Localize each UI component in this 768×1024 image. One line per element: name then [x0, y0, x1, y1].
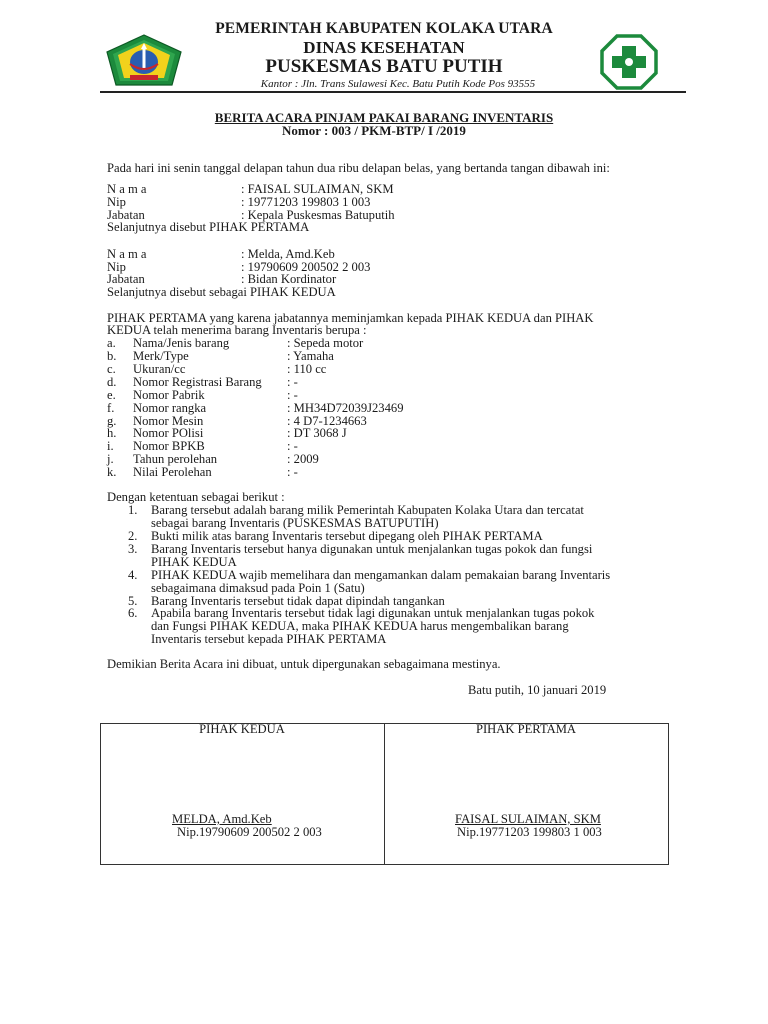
party1-value-nama: : FAISAL SULAIMAN, SKM — [241, 182, 394, 196]
item-label: Nama/Jenis barang — [133, 336, 230, 350]
condition-number: 2. — [128, 529, 138, 543]
puskesmas-logo-icon — [600, 34, 658, 90]
condition-text: Barang Inventaris tersebut hanya digunakan untuk menjalankan tugas pokok dan fungsi — [151, 542, 593, 556]
conditions-heading: Dengan ketentuan sebagai berikut : — [107, 490, 285, 504]
closing-statement: Demikian Berita Acara ini dibuat, untuk dipergunakan sebagaimana mestinya. — [107, 657, 501, 671]
party2-label-nip: Nip — [107, 260, 126, 274]
item-letter: h. — [107, 426, 117, 440]
party2-value-nip: : 19790609 200502 2 003 — [241, 260, 371, 274]
item-letter: b. — [107, 349, 117, 363]
intro-line-2: KEDUA telah menerima barang Inventaris berupa : — [107, 323, 367, 337]
condition-text: Apabila barang Inventaris tersebut tidak lagi digunakan untuk menjalankan tugas pokok — [151, 606, 595, 620]
party2-value-jabatan: : Bidan Kordinator — [241, 272, 337, 286]
item-label: Nomor Registrasi Barang — [133, 375, 262, 389]
signature-right-role: PIHAK PERTAMA — [475, 722, 577, 736]
item-letter: i. — [107, 439, 114, 453]
header-line-2: DINAS KESEHATAN — [303, 38, 465, 57]
item-value: : 4 D7-1234663 — [287, 414, 367, 428]
party2-label-jabatan: Jabatan — [107, 272, 145, 286]
party1-value-nip: : 19771203 199803 1 003 — [241, 195, 371, 209]
item-value: : Yamaha — [287, 349, 334, 363]
signature-left-role: PIHAK KEDUA — [199, 722, 285, 736]
condition-number: 5. — [128, 594, 138, 608]
item-value: : 110 cc — [287, 362, 327, 376]
party2-label-nama: N a m a — [107, 247, 147, 261]
item-label: Nomor BPKB — [133, 439, 205, 453]
condition-number: 4. — [128, 568, 138, 582]
party1-value-jabatan: : Kepala Puskesmas Batuputih — [241, 208, 395, 222]
condition-number: 1. — [128, 503, 138, 517]
party2-note: Selanjutnya disebut sebagai PIHAK KEDUA — [107, 285, 336, 299]
header-address: Kantor : Jln. Trans Sulawesi Kec. Batu Putih Kode Pos 93555 — [260, 78, 536, 90]
intro-line-1: PIHAK PERTAMA yang karena jabatannya meminjamkan kepada PIHAK KEDUA dan PIHAK — [107, 311, 594, 325]
condition-text: Barang Inventaris tersebut tidak dapat dipindah tangankan — [151, 594, 445, 608]
document-number: Nomor : 003 / PKM-BTP/ I /2019 — [282, 123, 466, 138]
party1-label-nama: N a m a — [107, 182, 147, 196]
condition-text: PIHAK KEDUA wajib memelihara dan mengamankan dalam pemakaian barang Inventaris — [151, 568, 611, 582]
condition-text: Inventaris tersebut kepada PIHAK PERTAMA — [151, 632, 387, 646]
item-letter: a. — [107, 336, 116, 350]
place-date: Batu putih, 10 januari 2019 — [468, 683, 607, 697]
item-letter: f. — [107, 401, 115, 415]
item-letter: d. — [107, 375, 117, 389]
signature-table-divider — [384, 723, 385, 864]
item-letter: k. — [107, 465, 117, 479]
document-title: BERITA ACARA PINJAM PAKAI BARANG INVENTARIS — [214, 110, 554, 125]
item-value: : - — [287, 465, 298, 479]
item-value: : Sepeda motor — [287, 336, 364, 350]
item-value: : DT 3068 J — [287, 426, 347, 440]
condition-text: dan Fungsi PIHAK KEDUA, maka PIHAK KEDUA harus mengembalikan barang — [151, 619, 569, 633]
item-value: : MH34D72039J23469 — [287, 401, 404, 415]
condition-number: 3. — [128, 542, 138, 556]
item-letter: e. — [107, 388, 116, 402]
condition-text: PIHAK KEDUA — [151, 555, 237, 569]
condition-text: Bukti milik atas barang Inventaris tersebut dipegang oleh PIHAK PERTAMA — [151, 529, 543, 543]
party2-value-nama: : Melda, Amd.Keb — [241, 247, 335, 261]
item-label: Merk/Type — [133, 349, 189, 363]
condition-number: 6. — [128, 606, 138, 620]
opening-paragraph: Pada hari ini senin tanggal delapan tahun dua ribu delapan belas, yang bertanda tangan dibawah ini: — [107, 161, 610, 175]
signature-right-name: FAISAL SULAIMAN, SKM — [455, 812, 601, 826]
item-label: Nilai Perolehan — [133, 465, 212, 479]
party1-label-jabatan: Jabatan — [107, 208, 145, 222]
signature-left-name: MELDA, Amd.Keb — [172, 812, 272, 826]
item-label: Nomor Pabrik — [133, 388, 205, 402]
item-letter: g. — [107, 414, 117, 428]
signature-left-nip: Nip.19790609 200502 2 003 — [177, 825, 322, 839]
item-value: : - — [287, 439, 298, 453]
item-value: : - — [287, 388, 298, 402]
item-value: : - — [287, 375, 298, 389]
header-divider — [100, 91, 686, 93]
party1-note: Selanjutnya disebut PIHAK PERTAMA — [107, 220, 310, 234]
item-label: Nomor Mesin — [133, 414, 204, 428]
item-letter: c. — [107, 362, 116, 376]
item-label: Nomor POlisi — [133, 426, 204, 440]
item-label: Nomor rangka — [133, 401, 207, 415]
party1-label-nip: Nip — [107, 195, 126, 209]
condition-text: sebagai barang Inventaris (PUSKESMAS BATUPUTIH) — [151, 516, 439, 530]
condition-text: Barang tersebut adalah barang milik Pemerintah Kabupaten Kolaka Utara dan tercatat — [151, 503, 584, 517]
signature-right-nip: Nip.19771203 199803 1 003 — [457, 825, 602, 839]
item-value: : 2009 — [287, 452, 319, 466]
item-letter: j. — [107, 452, 114, 466]
condition-text: sebagaimana dimaksud pada Poin 1 (Satu) — [151, 581, 365, 595]
item-label: Tahun perolehan — [133, 452, 218, 466]
header-line-1: PEMERINTAH KABUPATEN KOLAKA UTARA — [215, 20, 553, 37]
header-line-3: PUSKESMAS BATU PUTIH — [265, 56, 503, 77]
item-label: Ukuran/cc — [133, 362, 186, 376]
